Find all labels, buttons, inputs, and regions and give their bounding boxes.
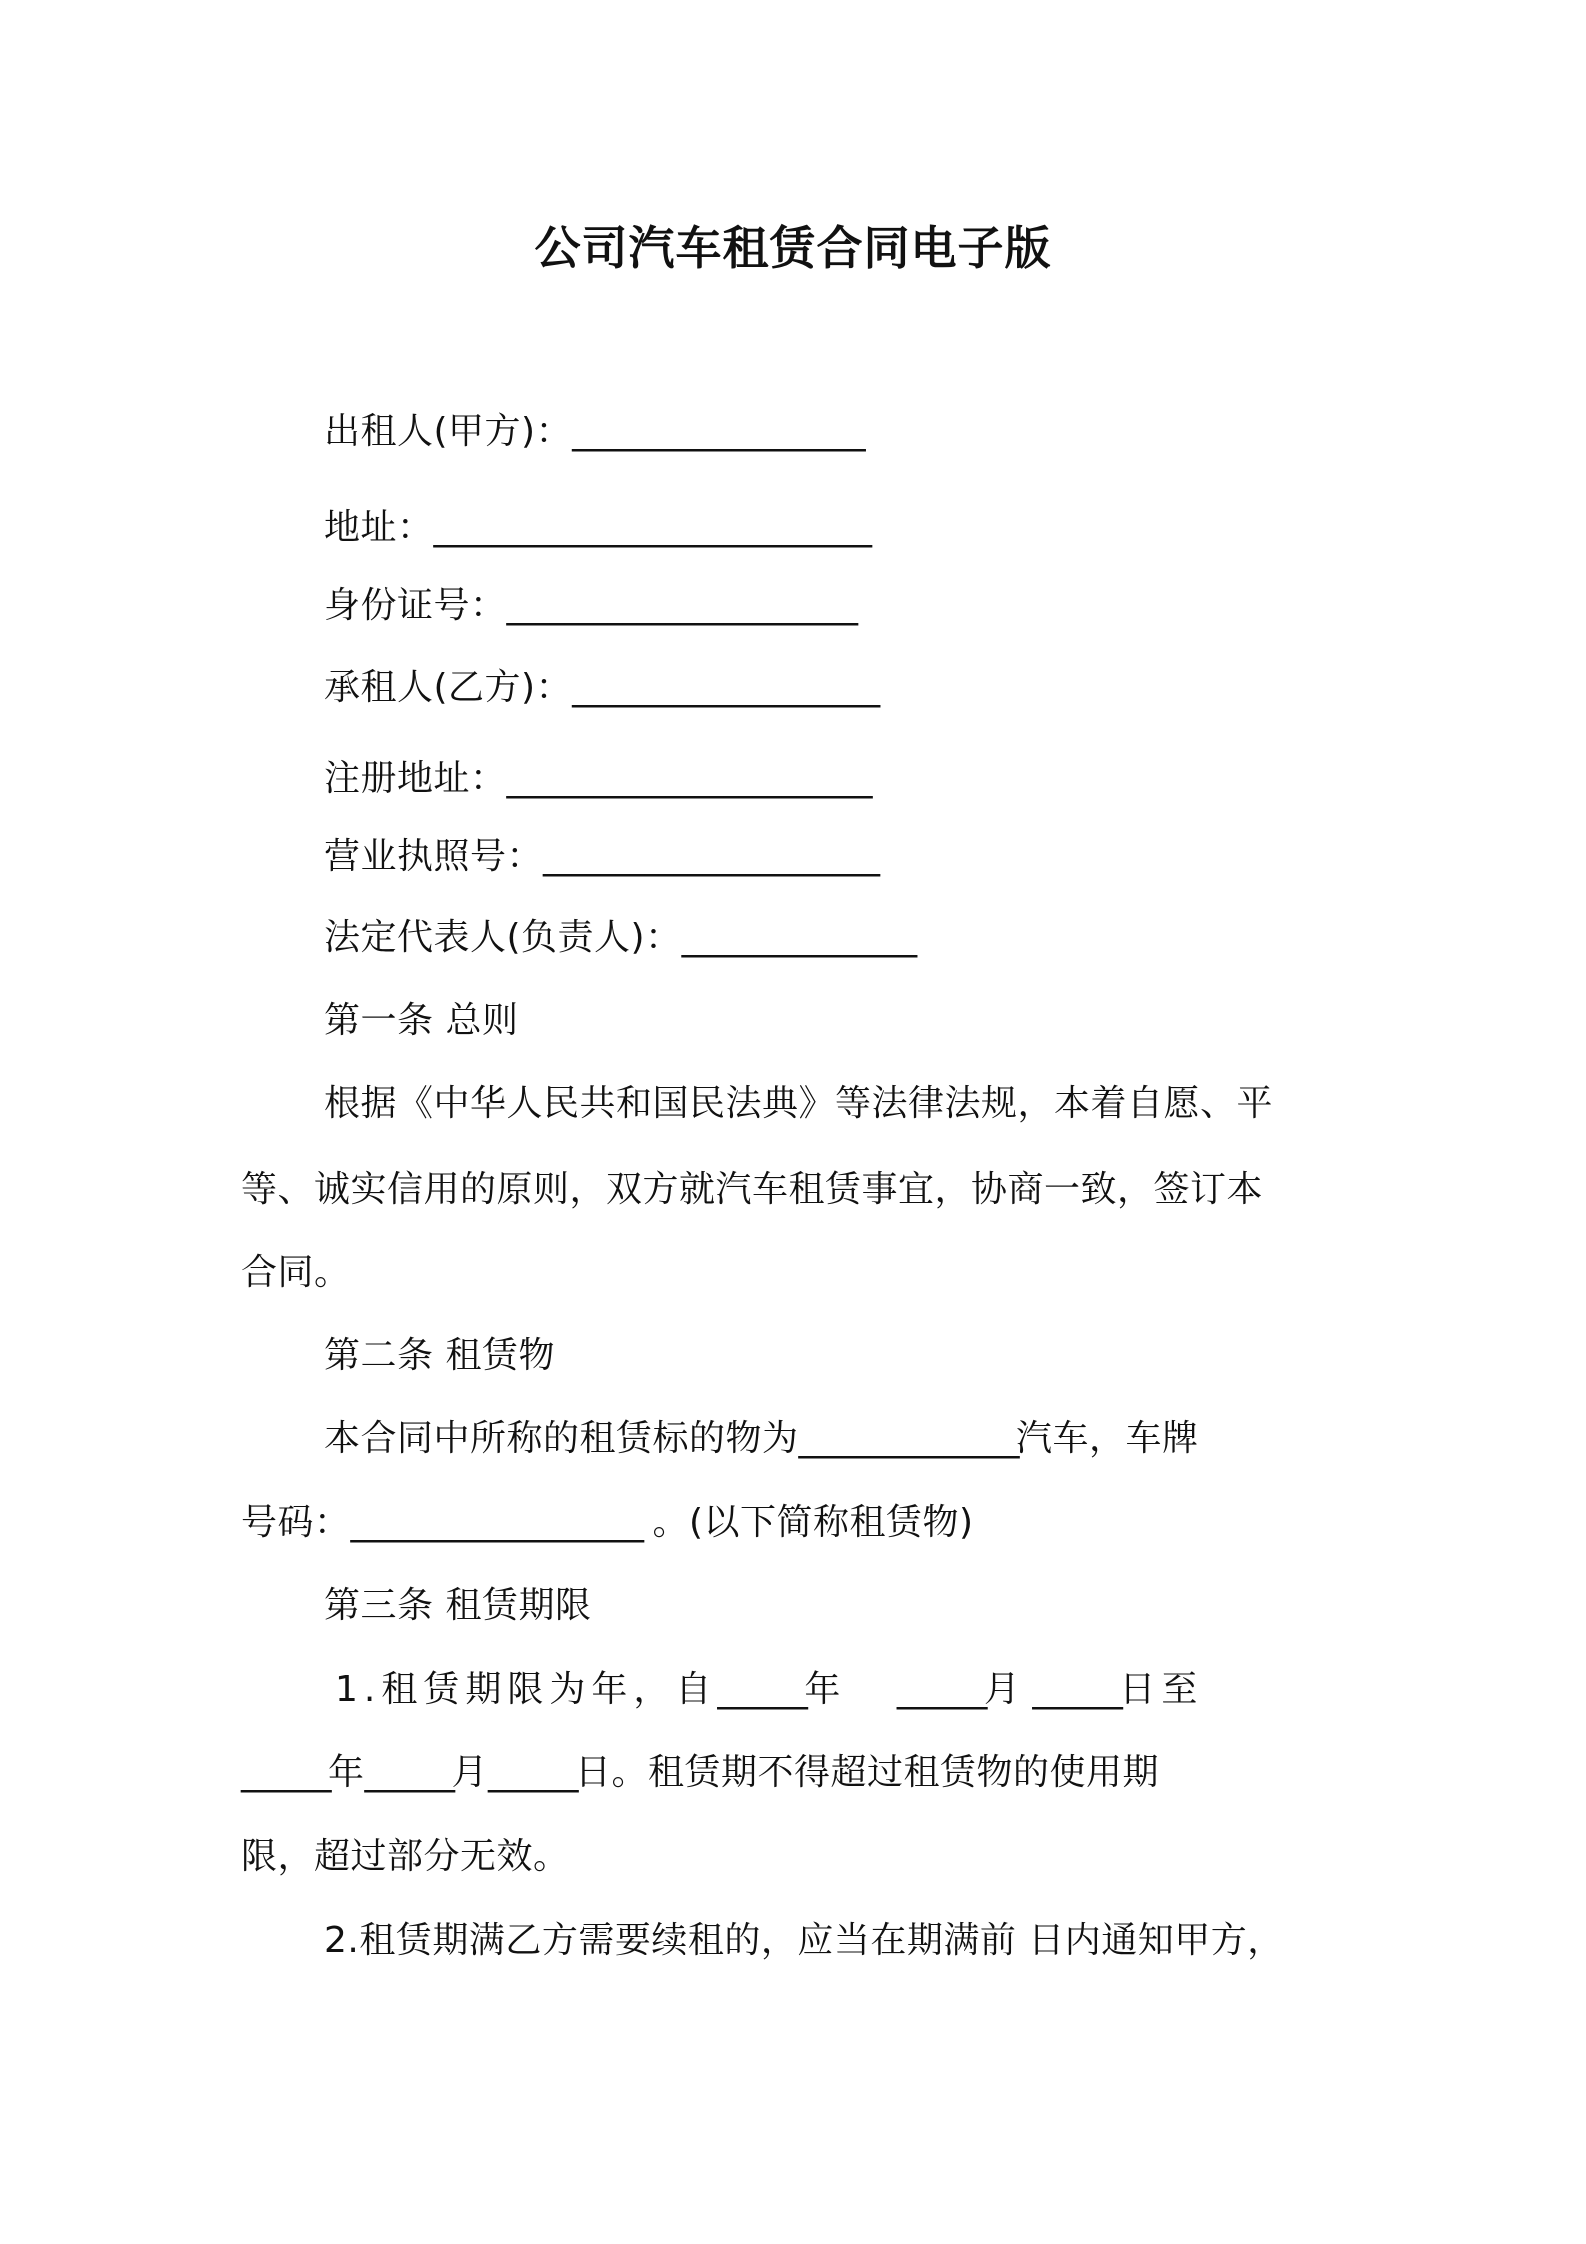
article-1-heading: 第一条 总则 xyxy=(324,1000,519,1041)
month-label: 月 xyxy=(451,1752,489,1793)
lessee-field xyxy=(324,662,877,714)
fill-blank: ____________________ xyxy=(350,1502,641,1543)
article-3-text: 日至 xyxy=(1119,1669,1204,1710)
legal-representative-field xyxy=(324,912,914,964)
month-label: 月 xyxy=(983,1669,1021,1710)
article-3-text: 1.租赁期限为年，自 xyxy=(335,1669,718,1710)
article-3-heading: 第三条 租赁期限 xyxy=(324,1585,592,1626)
article-2-text-line xyxy=(241,1497,974,1549)
article-2-text: 号码： xyxy=(241,1502,351,1543)
fill-blank: ______ xyxy=(896,1669,984,1710)
article-2-text: 汽车，车牌 xyxy=(1016,1418,1199,1459)
registered-address-field xyxy=(324,753,869,805)
article-2-text: 。(以下简称租赁物) xyxy=(640,1502,974,1543)
fill-blank: ______ xyxy=(717,1669,805,1710)
fill-blank: ________________________ xyxy=(506,585,855,626)
field-label: 注册地址： xyxy=(324,758,507,799)
fill-blank: ________________ xyxy=(681,917,914,958)
article-3-text-line xyxy=(335,1664,1203,1716)
field-label: 承租人(乙方)： xyxy=(324,667,573,708)
field-label: 地址： xyxy=(324,507,434,548)
business-license-field xyxy=(324,831,877,883)
lessor-field xyxy=(324,406,862,458)
article-3-text-line xyxy=(241,1747,1159,1799)
article-1-text-line: 根据《中华人民共和国民法典》等法律法规，本着自愿、平 xyxy=(324,1083,1274,1124)
address-field xyxy=(324,502,869,554)
article-3-text: 日。租赁期不得超过租赁物的使用期 xyxy=(575,1752,1160,1793)
field-label: 法定代表人(负责人)： xyxy=(324,917,682,958)
article-1-text-line: 等、诚实信用的原则，双方就汽车租赁事宜，协商一致，签订本 xyxy=(241,1169,1264,1210)
fill-blank: _________________________ xyxy=(506,758,870,799)
fill-blank: _______________________ xyxy=(543,836,877,877)
fill-blank: ______________________________ xyxy=(433,507,869,548)
year-label: 年 xyxy=(328,1752,365,1793)
field-label: 身份证号： xyxy=(324,585,507,626)
document-title: 公司汽车租赁合同电子版 xyxy=(534,221,1052,275)
field-label: 营业执照号： xyxy=(324,836,544,877)
year-label: 年 xyxy=(804,1669,841,1710)
article-2-text-line xyxy=(324,1413,1199,1465)
fill-blank: ______ xyxy=(241,1752,328,1793)
fill-blank: ____________________ xyxy=(572,411,863,452)
fill-blank: ______ xyxy=(488,1752,576,1793)
field-label: 出租人(甲方)： xyxy=(324,411,573,452)
fill-blank: ______ xyxy=(1032,1669,1120,1710)
article-2-heading: 第二条 租赁物 xyxy=(324,1335,555,1376)
fill-blank: ______ xyxy=(364,1752,452,1793)
article-3-text-line: 2.租赁期满乙方需要续租的，应当在期满前 日内通知甲方， xyxy=(324,1920,1284,1961)
id-number-field xyxy=(324,580,855,632)
article-1-text-line: 合同。 xyxy=(241,1252,351,1293)
article-2-text: 本合同中所称的租赁标的物为 xyxy=(324,1418,799,1459)
fill-blank: _______________ xyxy=(798,1418,1017,1459)
fill-blank: _____________________ xyxy=(572,667,877,708)
article-3-text-line: 限，超过部分无效。 xyxy=(241,1836,570,1877)
